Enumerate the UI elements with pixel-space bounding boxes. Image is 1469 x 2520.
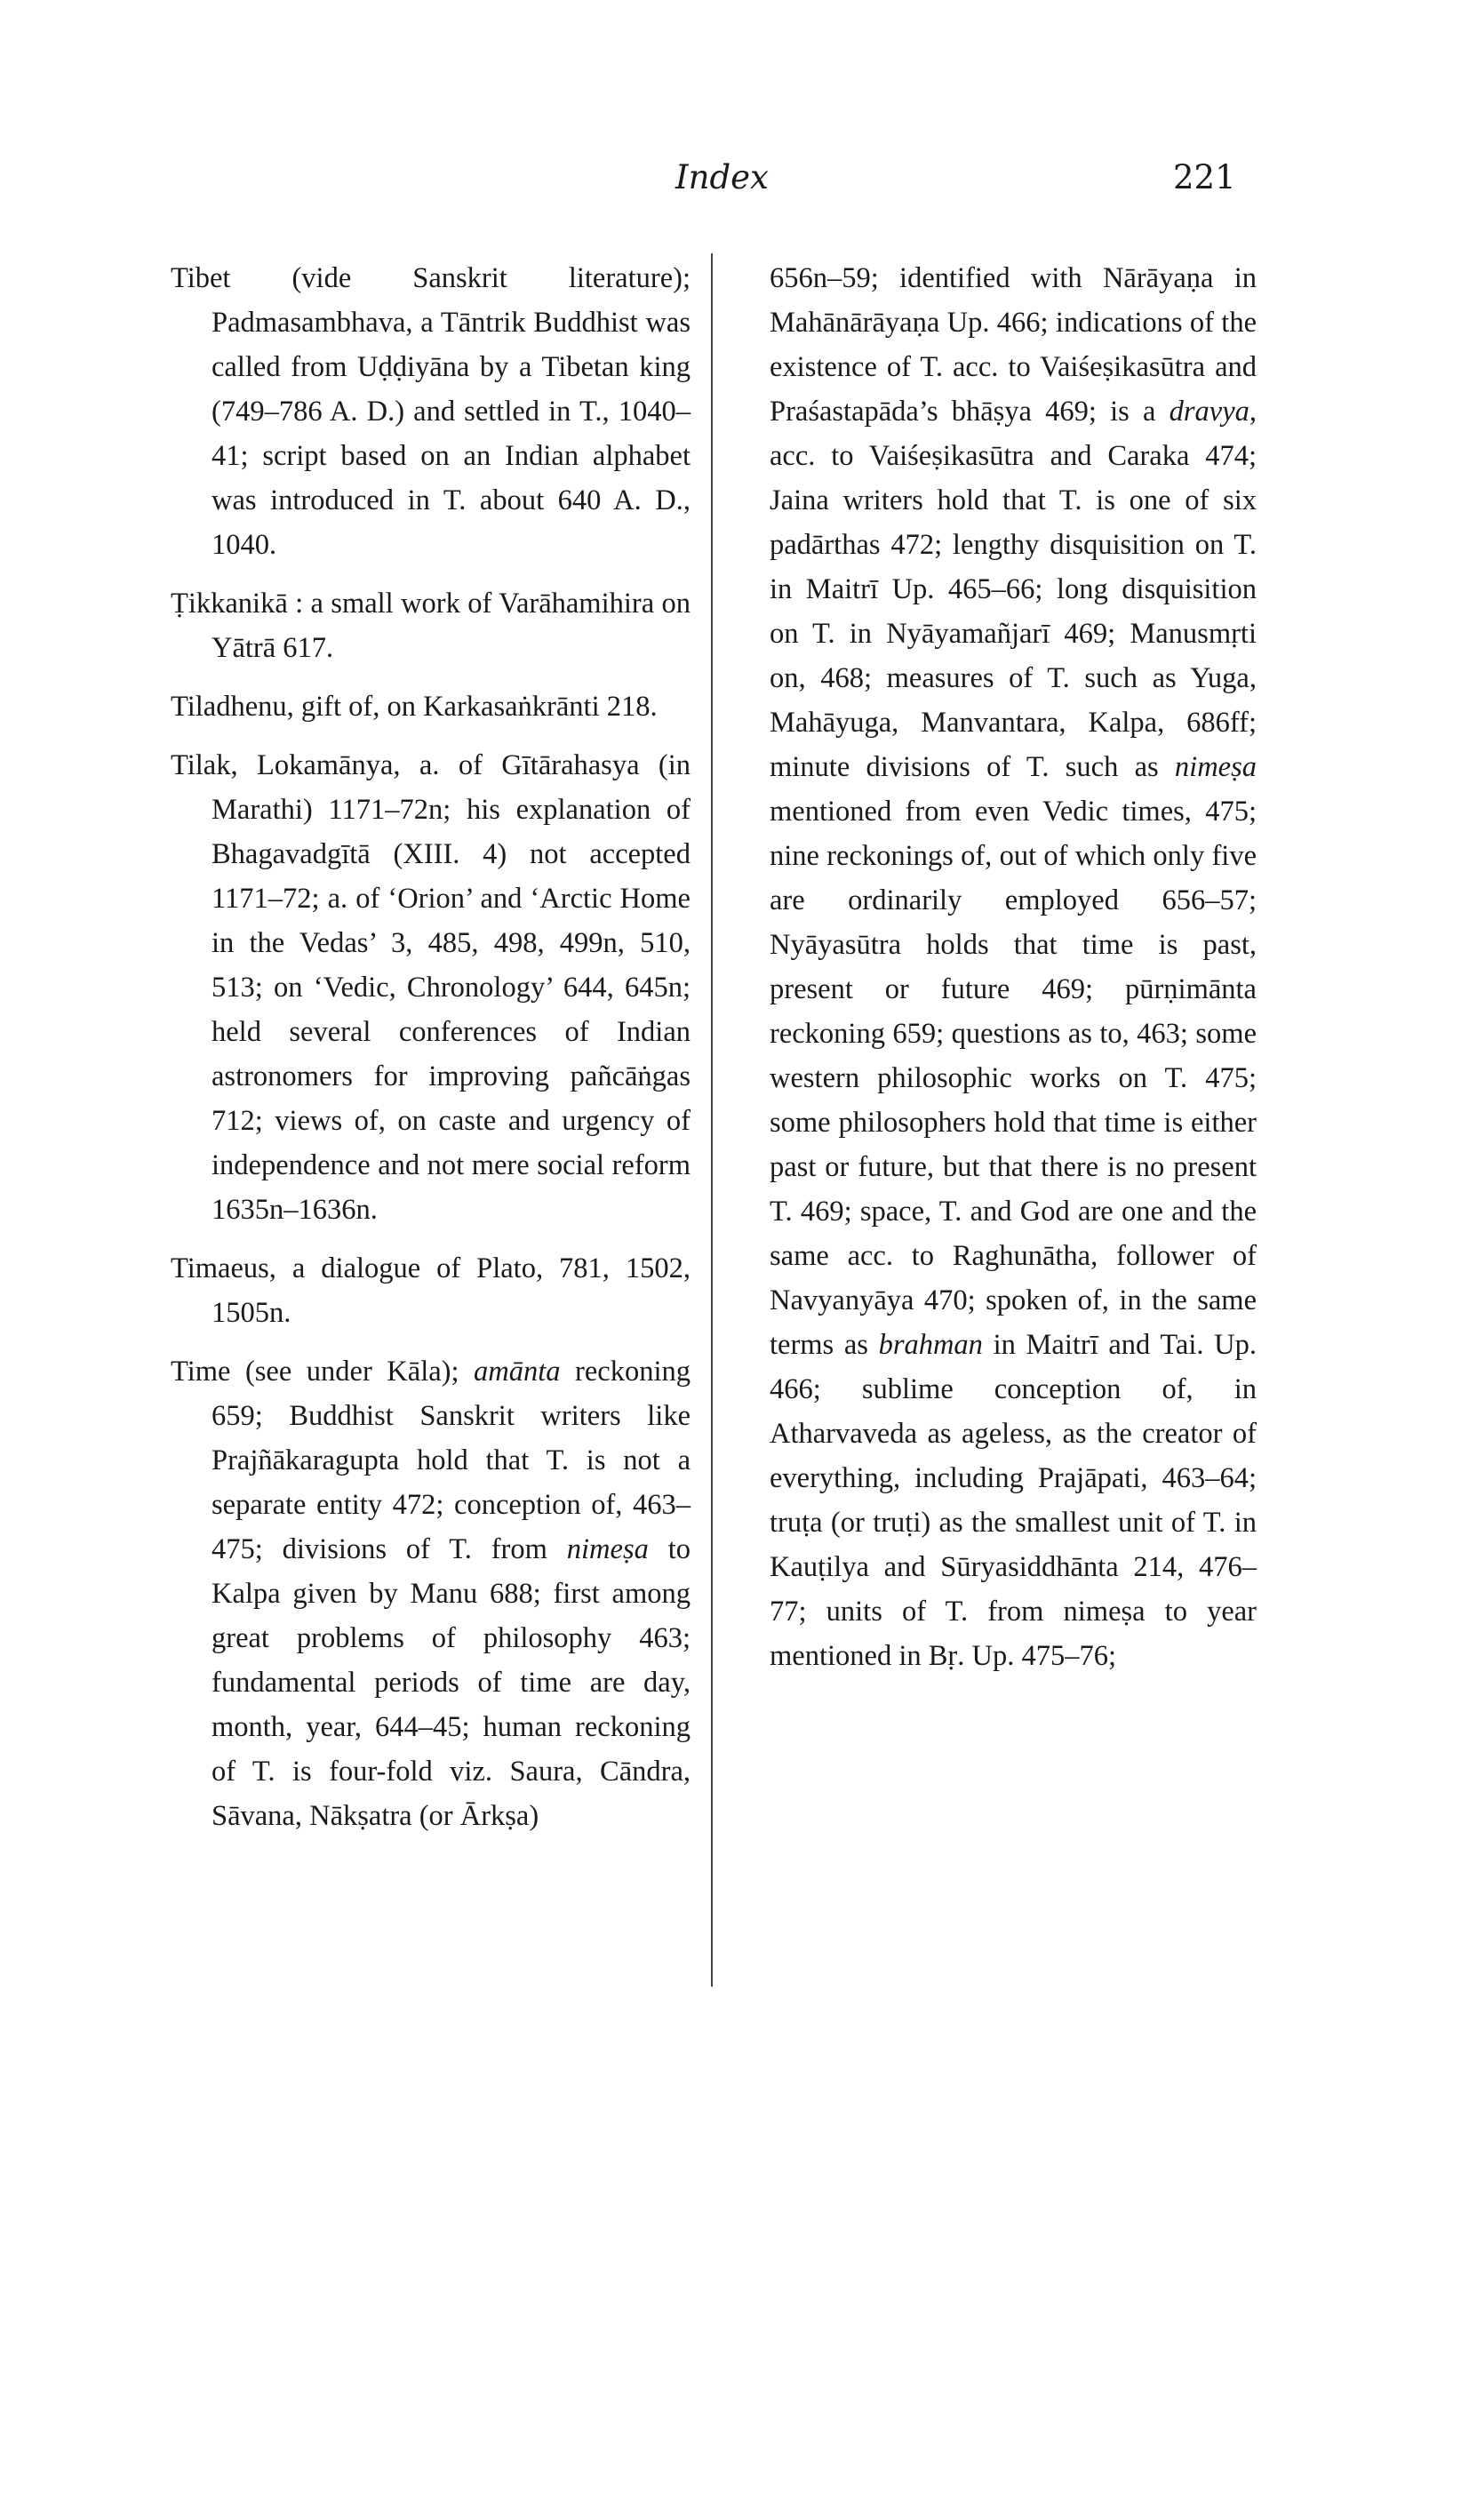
- index-entry-tikkanika: Ṭikkanikā : a small work of Varāhamihira on Yātrā 617.: [171, 588, 691, 664]
- entry-text: reckoning 659; Buddhist Sanskrit writers like Prajñākaragupta hold that T. is not a separate entity 472; conception of, 463–475; divisions of T. from: [212, 1356, 691, 1565]
- right-column: [770, 256, 1257, 1678]
- column-divider: [711, 253, 713, 1987]
- entry-italic-term: amānta: [474, 1356, 561, 1388]
- page-header: [0, 158, 1469, 212]
- entry-text: to Kalpa given by Manu 688; first among great problems of philosophy 463; fundamental periods of time are day, month, year, 644–45; human reckoning of T. is four-fold viz. Saura, Cāndra, Sāvana, Nākṣatra (or Ārkṣa): [212, 1533, 691, 1832]
- entry-text: mentioned from even Vedic times, 475; nine reckonings of, out of which only five are ordinarily employed 656–57; Nyāyasūtra holds that time is past, present or future 469; pūrṇimānta reckoning 659; questions as to, 463; some western philosophic works on T. 475; some philosophers hold that time is either past or future, but that there is no present T. 469; space, T. and God are one and the same acc. to Raghunātha, follower of Navyanyāya 470; spoken of, in the same terms as: [770, 796, 1257, 1361]
- entry-italic-term: nimeṣa: [566, 1533, 649, 1565]
- index-entry-tibet: Tibet (vide Sanskrit literature); Padmasambhava, a Tāntrik Buddhist was called from Uḍḍiyāna by a Tibetan king (749–786 A. D.) and settled in T., 1040–41; script based on an Indian alphabet was introduced in T. about 640 A. D., 1040.: [171, 262, 691, 561]
- entry-italic-term: nimeṣa: [1174, 751, 1257, 783]
- running-title: Index: [675, 158, 769, 196]
- index-entry-tiladhenu: Tiladhenu, gift of, on Karkasaṅkrānti 218.: [171, 691, 658, 723]
- entry-italic-term: dravya: [1169, 396, 1249, 428]
- entry-text: Time (see under Kāla);: [171, 1356, 475, 1388]
- entry-text: in Maitrī and Tai. Up. 466; sublime conception of, in Atharvaveda as ageless, as the creator of everything, including Prajāpati, 463–64; truṭa (or truṭi) as the smallest unit of T. in Kauṭilya and Sūryasiddhānta 214, 476–77; units of T. from nimeṣa to year mentioned in Bṛ. Up. 475–76;: [770, 1329, 1257, 1672]
- index-entry-time-continued: [770, 256, 1257, 1678]
- entry-text: 656n–59; identified with Nārāyaṇa in Mahānārāyaṇa Up. 466; indications of the existence of T. acc. to Vaiśeṣikasūtra and Praśastapāda’s bhāṣya 469; is a: [770, 262, 1257, 428]
- entry-text: , acc. to Vaiśeṣikasūtra and Caraka 474; Jaina writers hold that T. is one of six padārthas 472; lengthy disquisition on T. in Maitrī Up. 465–66; long disquisition on T. in Nyāyamañjarī 469; Manusmṛti on, 468; measures of T. such as Yuga, Mahāyuga, Manvantara, Kalpa, 686ff; minute divisions of T. such as: [770, 396, 1257, 783]
- entry-italic-term: brahman: [878, 1329, 983, 1361]
- page-number: 221: [1173, 158, 1236, 196]
- index-entry-time: [171, 1349, 691, 1838]
- index-entry-timaeus: Timaeus, a dialogue of Plato, 781, 1502, 1505n.: [171, 1252, 691, 1329]
- index-entry-tilak: Tilak, Lokamānya, a. of Gītārahasya (in Marathi) 1171–72n; his explanation of Bhagavadgītā (XIII. 4) not accepted 1171–72; a. of ‘Orion’ and ‘Arctic Home in the Vedas’ 3, 485, 498, 499n, 510, 513; on ‘Vedic, Chronology’ 644, 645n; held several conferences of Indian astronomers for improving pañcāṅgas 712; views of, on caste and urgency of independence and not mere social reform 1635n–1636n.: [171, 749, 691, 1226]
- left-column: [171, 256, 691, 1852]
